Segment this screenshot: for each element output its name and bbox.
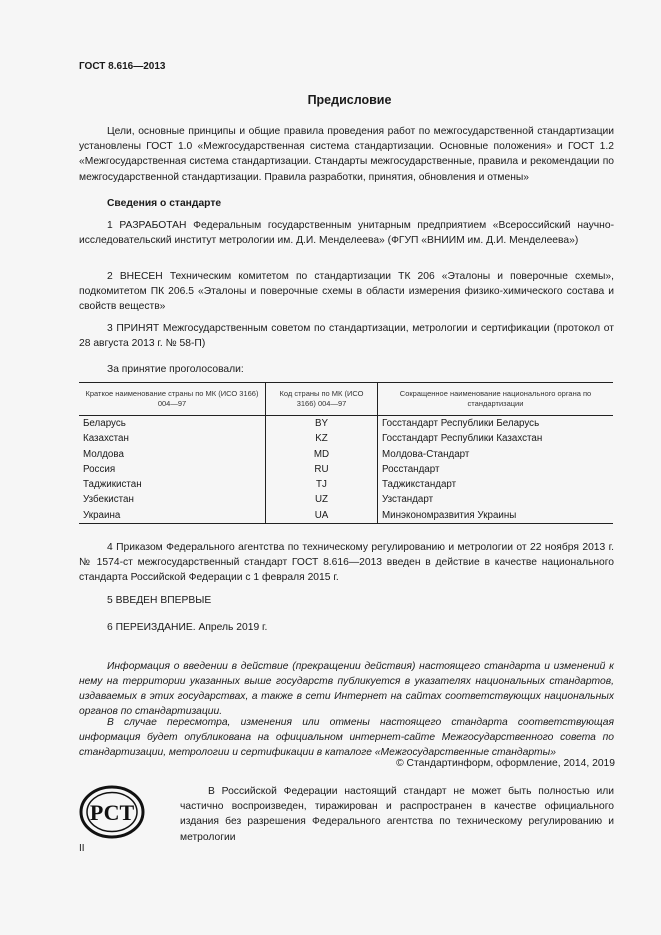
page-number: II (79, 843, 85, 854)
item-6: 6 ПЕРЕИЗДАНИЕ. Апрель 2019 г. (107, 622, 268, 633)
col-body-header: Сокращенное наименование национального органа по стандартизации (378, 383, 614, 416)
code-cell: BY (266, 416, 378, 432)
col-country-header: Краткое наименование страны по МК (ИСО 3166) 004—97 (79, 383, 266, 416)
code-cell: KZ (266, 431, 378, 446)
country-cell: Узбекистан (83, 494, 134, 506)
standards-body-cell: Госстандарт Республики Беларусь (382, 418, 540, 429)
russia-notice: В Российской Федерации настоящий стандарт не может быть полностью или частично воспроизведен, тиражирован и распространен в качестве официального издания без разрешения Федерального агентства по техническому регулированию и метрологии (180, 786, 614, 843)
standards-body-cell: Молдова-Стандарт (382, 448, 470, 460)
logo-text: РСТ (89, 800, 135, 825)
table-row (79, 431, 613, 446)
standards-body-cell: Таджикстандарт (382, 479, 457, 491)
item-1: 1 РАЗРАБОТАН Федеральным государственным унитарным предприятием «Всероссийский научно-исследовательский институт метрологии им. Д.И. Менделеева» (ФГУП «ВНИИМ им. Д.И. Менделеева») (79, 220, 614, 247)
item-2: 2 ВНЕСЕН Техническим комитетом по стандартизации ТК 206 «Эталоны и поверочные схемы», подкомитетом ПК 206.5 «Эталоны и поверочные схемы в области измерения физико-химического состава и свойств веществ» (79, 271, 614, 313)
notice-paragraph-1: Информация о введении в действие (прекращении действия) настоящего стандарта и изменений к нему на территории указанных выше государств публикуется в указателях национальных стандартов, издаваемых в этих государствах, а также в сети Интернет на сайтах соответствующих национальных органов по стандартизации. (79, 661, 614, 717)
table-row (79, 447, 613, 462)
country-cell: Молдова (83, 448, 124, 460)
votes-label: За принятие проголосовали: (107, 364, 244, 375)
country-cell: Таджикистан (83, 479, 142, 491)
document-code: ГОСТ 8.616—2013 (79, 61, 166, 72)
standards-body-cell: Минэкономразвития Украины (378, 508, 614, 524)
item-4: 4 Приказом Федерального агентства по техническому регулированию и метрологии от 22 ноября 2013 г. № 1574-ст межгосударственный стандарт ГОСТ 8.616—2013 введен в действие в качестве национального стандарта Российской Федерации с 1 февраля 2015 г. (79, 542, 614, 584)
standards-body-cell: Узстандарт (382, 494, 434, 506)
pct-logo (79, 784, 146, 840)
intro-paragraph: Цели, основные принципы и общие правила проведения работ по межгосударственной стандартизации установлены ГОСТ 1.0 «Межгосударственная система стандартизации. Основные положения» и ГОСТ 1.2 «Межгосударственная система стандартизации. Стандарты межгосударственные, правила и рекомендации по межгосударственной стандартизации. Правила разработки, принятия, обновления и отмены» (79, 126, 614, 183)
country-cell: Беларусь (83, 418, 126, 429)
code-cell: RU (266, 462, 378, 477)
code-cell: TJ (266, 477, 378, 492)
code-cell: UA (266, 508, 378, 524)
table-row (79, 492, 613, 507)
table-row (79, 477, 613, 492)
section-title: Сведения о стандарте (107, 198, 222, 209)
table-row (79, 416, 613, 432)
col-code-header: Код страны по МК (ИСО 3166) 004—97 (266, 383, 378, 416)
country-cell: Украина (79, 508, 266, 524)
standards-body-cell: Госстандарт Республики Казахстан (382, 433, 543, 445)
code-cell: MD (266, 447, 378, 462)
table-row (79, 508, 613, 524)
standards-body-cell: Росстандарт (382, 463, 440, 475)
item-3: 3 ПРИНЯТ Межгосударственным советом по стандартизации, метрологии и сертификации (протокол от 28 августа 2013 г. № 58-П) (79, 323, 614, 350)
table-row (79, 462, 613, 477)
country-cell: Россия (83, 463, 116, 475)
code-cell: UZ (266, 492, 378, 507)
item-5: 5 ВВЕДЕН ВПЕРВЫЕ (107, 595, 212, 606)
country-cell: Казахстан (83, 433, 129, 445)
notice-paragraph-2: В случае пересмотра, изменения или отмены настоящего стандарта соответствующая информация будет опубликована на официальном интернет-сайте Межгосударственного совета по стандартизации, метрологии и сертификации в каталоге «Межгосударственные стандарты» (79, 717, 614, 758)
page-title: Предисловие (307, 93, 392, 107)
votes-table (79, 382, 613, 524)
copyright: © Стандартинформ, оформление, 2014, 2019 (396, 758, 615, 769)
